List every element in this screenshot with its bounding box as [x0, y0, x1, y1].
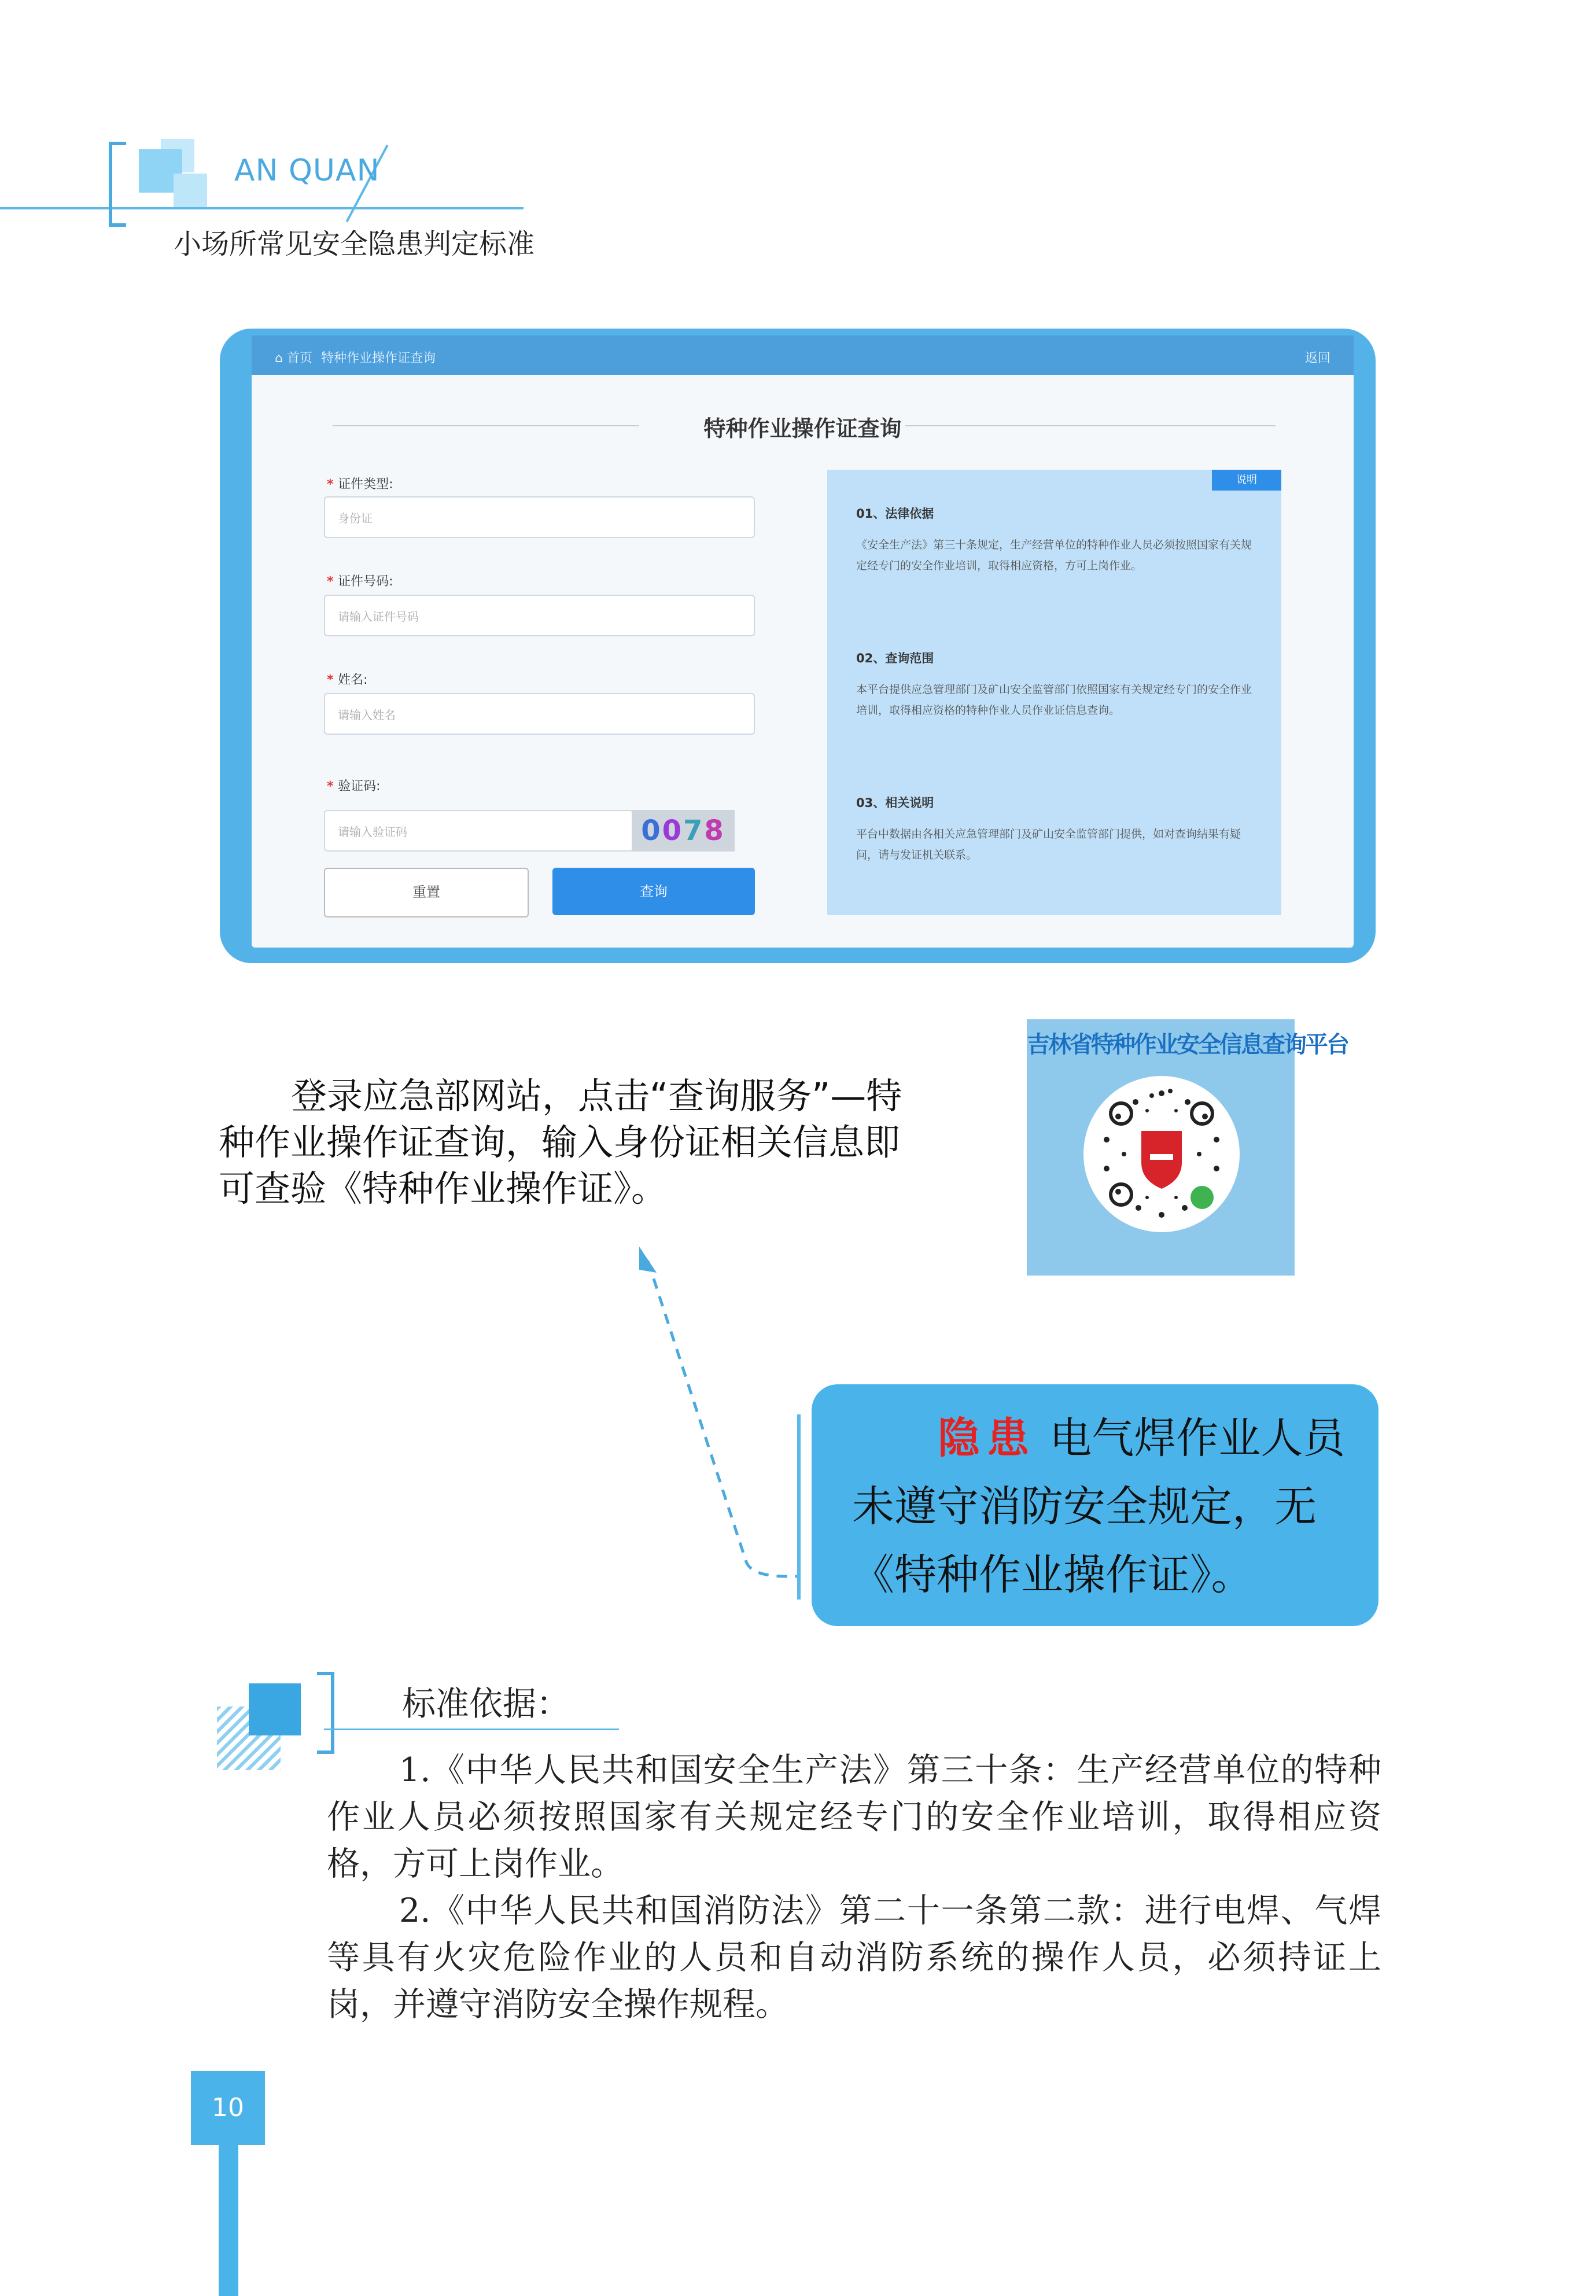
query-page-screenshot — [252, 336, 1354, 948]
info-text: 《安全生产法》第三十条规定，生产经营单位的特种作业人员必须按照国家有关规定经专门的安全作业培训，取得相应资格，方可上岗作业。 — [856, 539, 1252, 572]
hazard-tag: 隐患 — [938, 1414, 1036, 1463]
info-heading: 01、法律依据 — [856, 507, 934, 521]
brand-text: AN QUAN — [234, 153, 380, 188]
standard-rule — [324, 1729, 619, 1730]
name-input[interactable]: 请输入姓名 — [324, 693, 755, 735]
info-text: 本平台提供应急管理部门及矿山安全监管部门依照国家有关规定经专门的安全作业培训，取得相应资格的特种作业人员作业证信息查询。 — [856, 683, 1252, 717]
standard-title: 标准依据： — [402, 1684, 570, 1723]
top-bar — [252, 336, 1354, 375]
cert-no-input[interactable]: 请输入证件号码 — [324, 595, 755, 636]
qr-code-icon — [1083, 1076, 1240, 1232]
reset-button[interactable]: 重置 — [324, 868, 529, 917]
breadcrumb: 特种作业操作证查询 — [321, 351, 436, 366]
home-icon[interactable]: ⌂ 首页 — [275, 351, 312, 366]
info-panel — [827, 470, 1281, 915]
header-bracket — [109, 142, 126, 227]
back-button[interactable]: 返回 — [1304, 351, 1330, 366]
hazard-callout — [812, 1384, 1378, 1626]
standard-decor-square — [249, 1683, 301, 1735]
callout-accent-line — [797, 1414, 801, 1600]
hazard-description: 电气焊作业人员未遵守消防安全规定，无《特种作业操作证》。 — [852, 1414, 1346, 1600]
standard-item: 1.《中华人民共和国安全生产法》第三十条：生产经营单位的特种作业人员必须按照国家有关规定经专门的安全作业培训，取得相应资格，方可上岗作业。 — [327, 1751, 1381, 1883]
standard-body — [327, 1747, 1381, 2028]
captcha-label: * 验证码: — [327, 779, 381, 794]
standard-item: 2.《中华人民共和国消防法》第二十一条第二款：进行电焊、气焊等具有火灾危险作业的人员和自动消防系统的操作人员，必须持证上岗，并遵守消防安全操作规程。 — [327, 1892, 1381, 2024]
info-heading: 02、查询范围 — [856, 651, 934, 665]
header-decor-square — [174, 174, 207, 207]
captcha-input[interactable]: 请输入验证码 — [324, 810, 633, 852]
query-title: 特种作业操作证查询 — [703, 416, 902, 441]
captcha-image[interactable]: 0078 — [632, 810, 735, 852]
info-heading: 03、相关说明 — [856, 796, 934, 810]
cert-type-select[interactable]: 身份证 — [324, 496, 755, 538]
standard-bracket — [317, 1672, 334, 1754]
header-rule — [0, 207, 524, 209]
qr-code-panel[interactable] — [1027, 1019, 1348, 1276]
dashed-arrow — [613, 1238, 821, 1585]
section-title: 小场所常见安全隐患判定标准 — [174, 228, 535, 260]
info-tag: 说明 — [1212, 470, 1281, 491]
lead-paragraph: 登录应急部网站，点击“查询服务”—特种作业操作证查询，输入身份证相关信息即可查验《特种作业操作证》。 — [219, 1075, 902, 1210]
qr-title: 吉林省特种作业安全信息查询平台 — [1027, 1031, 1348, 1058]
query-button[interactable]: 查询 — [552, 868, 755, 915]
cert-no-label: * 证件号码: — [327, 574, 393, 589]
mini-program-code[interactable] — [1083, 1076, 1240, 1232]
name-label: * 姓名: — [327, 673, 368, 687]
cert-type-label: * 证件类型: — [327, 477, 393, 492]
hazard-text-block — [852, 1405, 1350, 1609]
page-number: 10 — [191, 2071, 265, 2145]
page-number-bar — [219, 2145, 238, 2296]
info-text: 平台中数据由各相关应急管理部门及矿山安全监管部门提供，如对查询结果有疑问，请与发证机关联系。 — [856, 828, 1241, 861]
